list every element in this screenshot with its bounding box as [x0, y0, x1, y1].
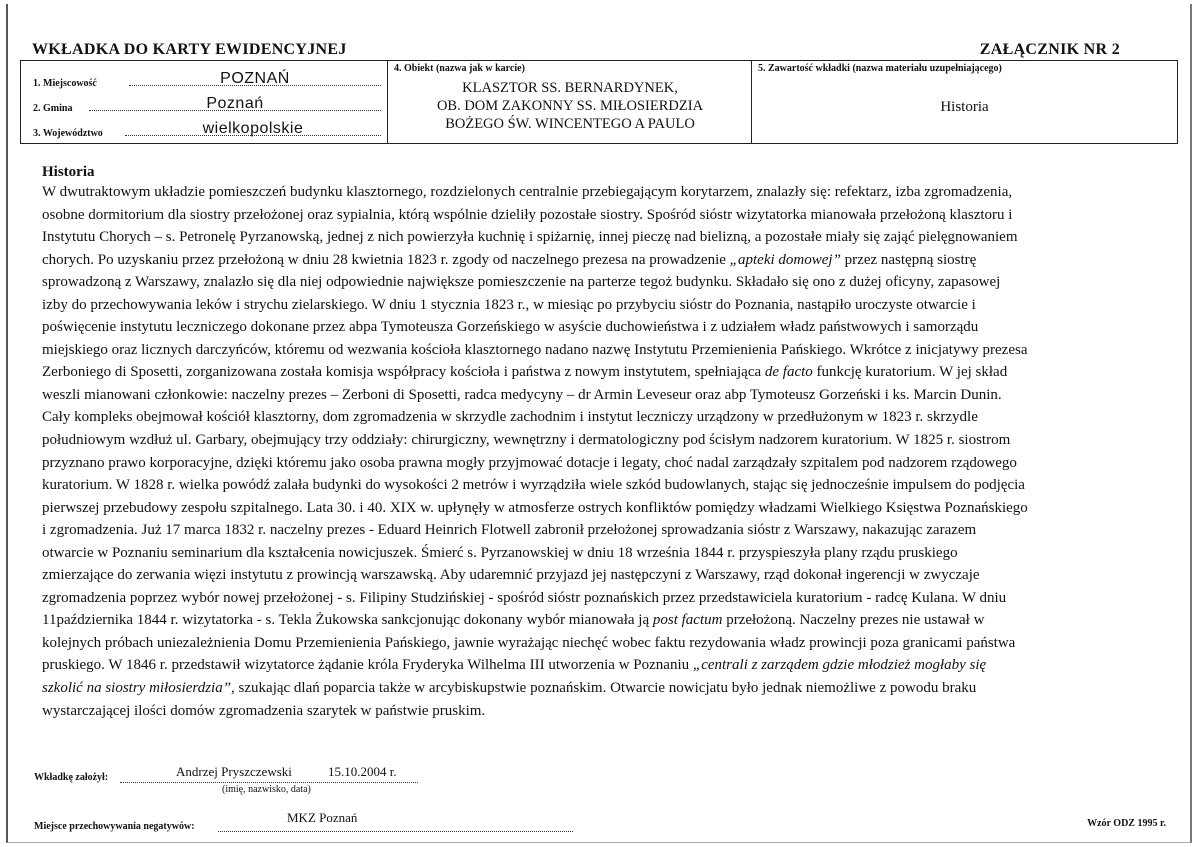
text-segment: zgromadzenia poprzez wybór nowej przełożonej - s. Filipiny Studzińskiej - spośród sióstr poznańskich przez przedstawiciela kuratorium - radcę Kulana. W dniu [42, 589, 1007, 606]
history-line [42, 249, 1152, 272]
text-segment: kolejnych próbach uniezależnienia Domu Przemienienia Pańskiego, jawnie wyrażając niechęć wobec faktu rezydowania władz prowincji poza granicami państwa [42, 634, 1016, 651]
wojewodztwo-row [31, 117, 381, 139]
storage-value: MKZ Poznań [287, 810, 358, 825]
italic-phrase: „centrali z zarządem gdzie młodzież mogłaby się [692, 657, 987, 674]
history-line [42, 361, 1152, 384]
header-table [20, 60, 1178, 144]
miejscowosc-row [31, 67, 381, 89]
storage-label: Miejsce przechowywania negatywów: [34, 821, 195, 832]
text-segment: osobne dormitorium dla siostry przełożonej oraz sypialnia, którą wspólnie dzieliły pozostałe siostry. Spośród sióstr wizytatorka mianowała przełożoną klasztoru i [42, 206, 1013, 223]
text-segment: Instytutu Chorych – s. Petronelę Pyrzanowską, jednej z nich powierzyła kuchnię i spiżarnię, innej pieczę nad bielizną, a pozostałe miały się zająć pielęgnowaniem [42, 229, 1018, 246]
text-segment: przyznano prawo korporacyjne, dzięki któremu jako osoba prawna mogły przyjmować dotacje i legaty, choć nadal zarządzały szpitalem pod nadzorem rządowego [42, 454, 1017, 471]
text-segment: zmierzające do zerwania więzi instytutu z prowincją warszawską. Aby udaremnić przyjazd jej następczyni z Warszawy, rząd dokonał ingerencji w zwyczaje [42, 567, 980, 584]
text-segment: miejskiego oraz licznych darczyńców, któremu od wezwania kościoła klasztornego nadano nazwę Instytutu Przemienienia Pańskiego. Wkrótce z inicjatywy prezesa [42, 341, 1028, 358]
history-line [42, 181, 1152, 204]
miejscowosc-value: POZNAŃ [220, 70, 290, 87]
text-segment: szukając dlań poparcia także w arcybiskupstwie poznańskim. Otwarcie nowicjatu było jednak niemożliwe z powodu braku [234, 680, 977, 697]
history-line [42, 677, 1152, 700]
history-line [42, 519, 1152, 542]
gmina-row [31, 92, 381, 114]
text-segment: otwarcie w Poznaniu seminarium dla kształcenia nowicjuszek. Śmierć s. Pyrzanowskiej w dniu 18 września 1844 r. przyspieszyła plany rządu pruskiego [42, 544, 958, 561]
contents-column [751, 61, 1177, 143]
section-title: Historia [42, 164, 95, 180]
italic-phrase: szkolić na siostry miłosierdzia”, [42, 680, 235, 697]
wojewodztwo-value: wielkopolskie [202, 120, 304, 137]
gmina-label: 2. Gmina [33, 103, 73, 114]
miejscowosc-label: 1. Miejscowość [33, 78, 97, 89]
text-segment: chorych. Po uzyskaniu przez przełożoną w dniu 28 kwietnia 1823 r. zgody od naczelnego prezesa na prowadzenie [42, 251, 730, 268]
history-line [42, 542, 1152, 565]
history-line [42, 316, 1152, 339]
history-line [42, 654, 1152, 677]
history-line [42, 609, 1152, 632]
location-column [21, 61, 387, 143]
form-title: WKŁADKA DO KARTY EWIDENCYJNEJ [32, 41, 347, 58]
italic-phrase: „apteki domowej” [729, 251, 841, 268]
text-segment: Zerboniego di Sposetti, zorganizowana została komisja współpracy kościoła i państwa z nowym instytutem, spełniająca [42, 364, 765, 381]
history-text [42, 181, 1152, 722]
history-line [42, 700, 1152, 723]
text-segment: przez następną siostrę [840, 251, 977, 268]
author-hint: (imię, nazwisko, data) [222, 784, 311, 795]
author-name: Andrzej Pryszczewski [176, 764, 292, 779]
object-line: KLASZTOR SS. BERNARDYNEK, [462, 80, 678, 96]
object-name [388, 79, 752, 133]
history-line [42, 587, 1152, 610]
history-line [42, 226, 1152, 249]
text-segment: W dwutraktowym układzie pomieszczeń budynku klasztornego, rozdzielonych centralnie przebiegającym korytarzem, znalazły się: refektarz, izba zgromadzenia, [42, 184, 1013, 200]
object-line: OB. DOM ZAKONNY SS. MIŁOSIERDZIA [436, 98, 704, 114]
text-segment: 11października 1844 r. wizytatorka - s. Tekla Żukowska sankcjonując dokonany wybór mianowała ją [42, 612, 653, 629]
history-line [42, 339, 1152, 362]
history-line [42, 204, 1152, 227]
text-segment: południowym wzdłuż ul. Garbary, obejmujący trzy oddziały: chirurgiczny, wewnętrzny i dermatologiczny pod ścisłym nadzorem kuratorium. W 1825 r. siostrom [42, 432, 1011, 449]
author-label: Wkładkę założył: [34, 772, 109, 783]
object-label: 4. Obiekt (nazwa jak w karcie) [394, 63, 525, 74]
text-segment: izby do przechowywania leków i strychu zielarskiego. W dniu 1 stycznia 1823 r., w miesiąc po przybyciu sióstr do Poznania, nastąpiło uroczyste otwarcie i [42, 296, 976, 313]
history-line [42, 564, 1152, 587]
history-line [42, 406, 1152, 429]
text-segment: i zgromadzenia. Już 17 marca 1832 r. naczelny prezes - Eduard Heinrich Flotwell zabronił przełożonej sprowadzania sióstr z Warszawy, nakazując zarazem [42, 522, 977, 539]
object-line: BOŻEGO ŚW. WINCENTEGO A PAULO [445, 116, 695, 132]
gmina-value: Poznań [206, 95, 264, 112]
history-line [42, 294, 1152, 317]
history-line [42, 271, 1152, 294]
history-line [42, 452, 1152, 475]
text-segment: przełożoną. Naczelny prezes nie ustawał w [722, 612, 985, 629]
history-line [42, 384, 1152, 407]
history-line [42, 474, 1152, 497]
text-segment: pruskiego. W 1846 r. przedstawił wizytatorce żądanie króla Fryderyka Wilhelma III utworzenia w Poznaniu [42, 657, 693, 674]
history-paragraph [42, 181, 1152, 722]
text-segment: wystarczającej ilości domów zgromadzenia szarytek w państwie pruskim. [42, 702, 486, 719]
history-line [42, 429, 1152, 452]
text-segment: poświęcenie instytutu leczniczego dokonane przez abpa Tymoteusza Gorzeńskiego w asyście duchowieństwa i z udziałem władz państwowych i samorządu [42, 319, 979, 336]
italic-phrase: post factum [652, 612, 723, 629]
text-segment: Cały kompleks obejmował kościół klasztorny, dom zgromadzenia w skrzydle zachodnim i instytut leczniczy urządzony w przedłużonym w 1823 r. skrzydle [42, 409, 978, 426]
wojewodztwo-label: 3. Województwo [33, 128, 103, 139]
attachment-number: ZAŁĄCZNIK NR 2 [979, 41, 1120, 58]
history-line [42, 497, 1152, 520]
text-segment: kuratorium. W 1828 r. wielka powódź zalała budynki do wysokości 2 metrów i wyrządziła wiele szkód budowlanych, stając się jednocześnie impulsem do podjęcia [42, 477, 1025, 494]
author-date: 15.10.2004 r. [328, 764, 397, 779]
contents-value: Historia [940, 99, 989, 115]
history-line [42, 632, 1152, 655]
form-code: Wzór ODZ 1995 r. [1087, 818, 1166, 829]
text-segment: funkcję kuratorium. W jej skład [812, 364, 1008, 381]
italic-phrase: de facto [764, 364, 813, 381]
contents-label: 5. Zawartość wkładki (nazwa materiału uzupełniającego) [758, 63, 1002, 74]
object-column [387, 61, 752, 143]
text-segment: sprowadzoną z Warszawy, znalazło się dla niej odpowiednie największe pomieszczenie na parterze tegoż budynku. Składało się ono z dużej oficyny, zapasowej [42, 274, 1001, 291]
text-segment: pierwszej przebudowy zespołu szpitalnego. Lata 30. i 40. XIX w. upłynęły w atmosferze ostrych konfliktów pomiędzy władzami Wielkiego Księstwa Poznańskiego [42, 499, 1028, 516]
text-segment: weszli mianowani członkowie: naczelny prezes – Zerboni di Sposetti, radca medycyny – dr Armin Leveseur oraz abp Tymoteusz Gorzeński i ks. Marcin Dunin. [42, 386, 1002, 403]
